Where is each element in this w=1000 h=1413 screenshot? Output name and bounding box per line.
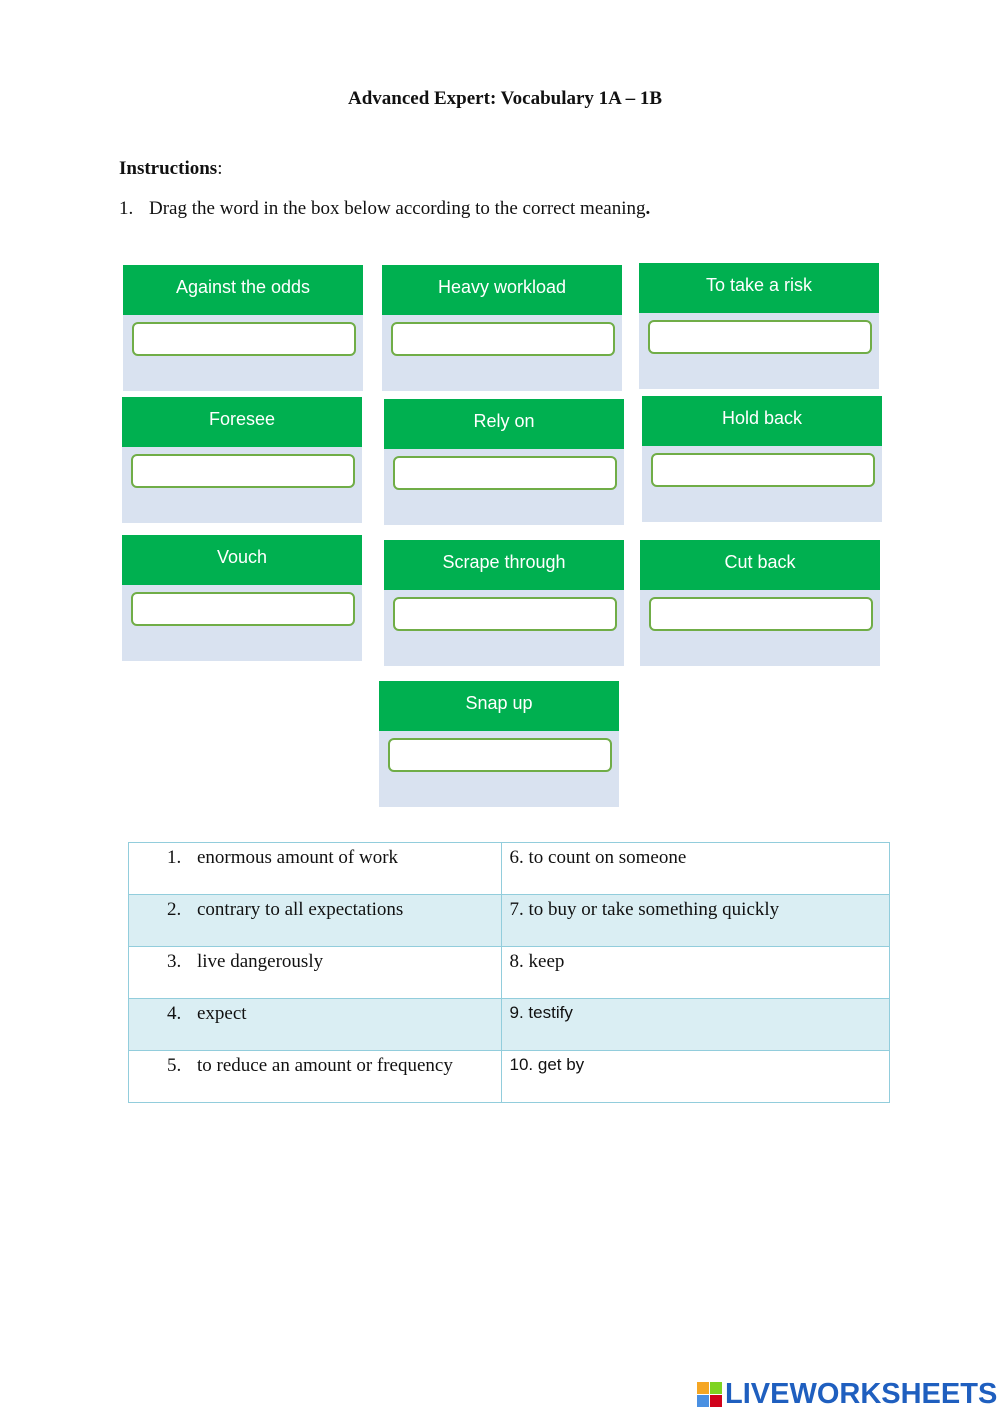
word-card-heavy-workload [382,265,622,391]
table-row [129,947,890,999]
word-label: Rely on [384,399,624,449]
word-label: To take a risk [639,263,879,313]
instruction-period: . [645,198,651,219]
word-card-against-the-odds [123,265,363,391]
meaning-text: 10. get by [501,1051,889,1103]
meaning-text: expect [197,1003,247,1024]
word-label: Hold back [642,396,882,446]
meaning-number: 2. [167,899,182,920]
drop-box[interactable] [393,456,617,490]
word-card-scrape-through [384,540,624,666]
meaning-text: contrary to all expectations [197,899,404,920]
table-row [129,843,890,895]
instructions-heading [119,158,222,180]
word-label: Heavy workload [382,265,622,315]
word-label: Vouch [122,535,362,585]
instructions-colon: : [217,158,223,179]
table-row [129,895,890,947]
meaning-text: 6. to count on someone [501,843,889,895]
meaning-text: 7. to buy or take something quickly [501,895,889,947]
word-card-to-take-a-risk [639,263,879,389]
meaning-text: 8. keep [501,947,889,999]
word-card-rely-on [384,399,624,525]
meaning-text: enormous amount of work [197,847,399,868]
meaning-text: live dangerously [197,951,324,972]
word-card-hold-back [642,396,882,522]
liveworksheets-brand [697,1377,997,1411]
table-row [129,1051,890,1103]
drop-box[interactable] [651,453,875,487]
drop-box[interactable] [131,592,355,626]
word-label: Cut back [640,540,880,590]
meanings-table [128,842,890,1103]
word-label: Scrape through [384,540,624,590]
word-card-vouch [122,535,362,661]
instruction-item-1 [119,198,650,220]
meaning-number: 4. [167,1003,182,1024]
word-card-snap-up [379,681,619,807]
meaning-text: to reduce an amount or frequency [197,1055,453,1076]
word-card-foresee [122,397,362,523]
liveworksheets-logo-icon [697,1382,722,1407]
word-label: Foresee [122,397,362,447]
instruction-text: Drag the word in the box below according to the correct meaning [149,198,646,219]
drop-box[interactable] [131,454,355,488]
brand-wordmark: LIVEWORKSHEETS [725,1377,998,1410]
drop-box[interactable] [391,322,615,356]
drop-box[interactable] [393,597,617,631]
instructions-label: Instructions [119,158,218,179]
word-label: Against the odds [123,265,363,315]
meaning-number: 1. [167,847,182,868]
drop-box[interactable] [648,320,872,354]
drop-box[interactable] [132,322,356,356]
instruction-number: 1. [119,198,134,219]
word-card-cut-back [640,540,880,666]
meaning-number: 3. [167,951,182,972]
meaning-text: 9. testify [501,999,889,1051]
word-label: Snap up [379,681,619,731]
table-row [129,999,890,1051]
worksheet-title: Advanced Expert: Vocabulary 1A – 1B [347,88,663,109]
drop-box[interactable] [649,597,873,631]
meaning-number: 5. [167,1055,182,1076]
drop-box[interactable] [388,738,612,772]
